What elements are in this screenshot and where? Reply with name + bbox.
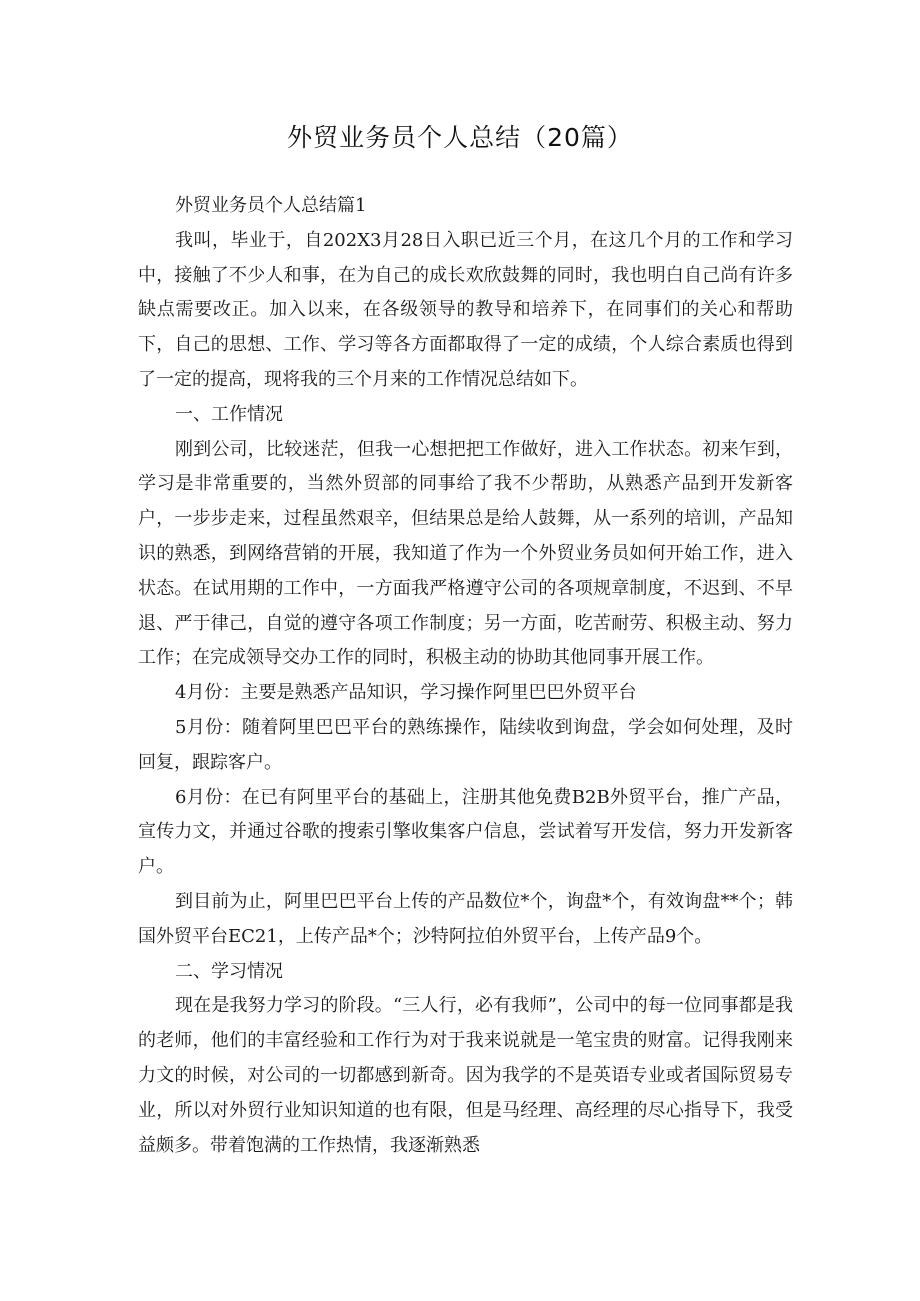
- paragraph: 4月份：主要是熟悉产品知识，学习操作阿里巴巴外贸平台: [175, 682, 637, 704]
- paragraph: 5月份：随着阿里巴巴平台的熟练操作，陆续收到询盘，学会如何处理，及时回复，跟踪客户。: [138, 716, 793, 773]
- document-body: [138, 189, 793, 1163]
- subsection-heading: 一、工作情况: [175, 403, 283, 425]
- paragraph: 刚到公司，比较迷茫，但我一心想把把工作做好，进入工作状态。初来乍到，学习是非常重要的，当然外贸部的同事给了我不少帮助，从熟悉产品到开发新客户，一步步走来，过程虽然艰辛，但结果总是给人鼓舞，从一系列的培训，产品知识的熟悉，到网络营销的开展，我知道了作为一个外贸业务员如何开始工作，进入状态。在试用期的工作中，一方面我严格遵守公司的各项规章制度，不迟到、不早退、严于律己，自觉的遵守各项工作制度；另一方面，吃苦耐劳、积极主动、努力工作；在完成领导交办工作的同时，积极主动的协助其他同事开展工作。: [138, 438, 793, 669]
- paragraph: 到目前为止，阿里巴巴平台上传的产品数位*个，询盘*个，有效询盘**个；韩国外贸平台EC21，上传产品*个；沙特阿拉伯外贸平台，上传产品9个。: [138, 890, 793, 947]
- subsection-heading: 二、学习情况: [175, 960, 283, 982]
- paragraph: 我叫，毕业于，自202X3月28日入职已近三个月，在这几个月的工作和学习中，接触了不少人和事，在为自己的成长欢欣鼓舞的同时，我也明白自己尚有许多缺点需要改正。加入以来，在各级领导的教导和培养下，在同事们的关心和帮助下，自己的思想、工作、学习等各方面都取得了一定的成绩，个人综合素质也得到了一定的提高，现将我的三个月来的工作情况总结如下。: [138, 229, 793, 390]
- document-title: 外贸业务员个人总结（20篇）: [287, 123, 633, 152]
- section-heading: 外贸业务员个人总结篇1: [175, 195, 367, 216]
- paragraph: 现在是我努力学习的阶段。“三人行，必有我师”，公司中的每一位同事都是我的老师，他们的丰富经验和工作行为对于我来说就是一笔宝贵的财富。记得我刚来力文的时候，对公司的一切都感到新奇。因为我学的不是英语专业或者国际贸易专业，所以对外贸行业知识知道的也有限，但是马经理、高经理的尽心指导下，我受益颇多。带着饱满的工作热情，我逐渐熟悉: [138, 995, 793, 1156]
- paragraph: 6月份：在已有阿里平台的基础上，注册其他免费B2B外贸平台，推广产品，宣传力文，并通过谷歌的搜索引擎收集客户信息，尝试着写开发信，努力开发新客户。: [138, 786, 793, 878]
